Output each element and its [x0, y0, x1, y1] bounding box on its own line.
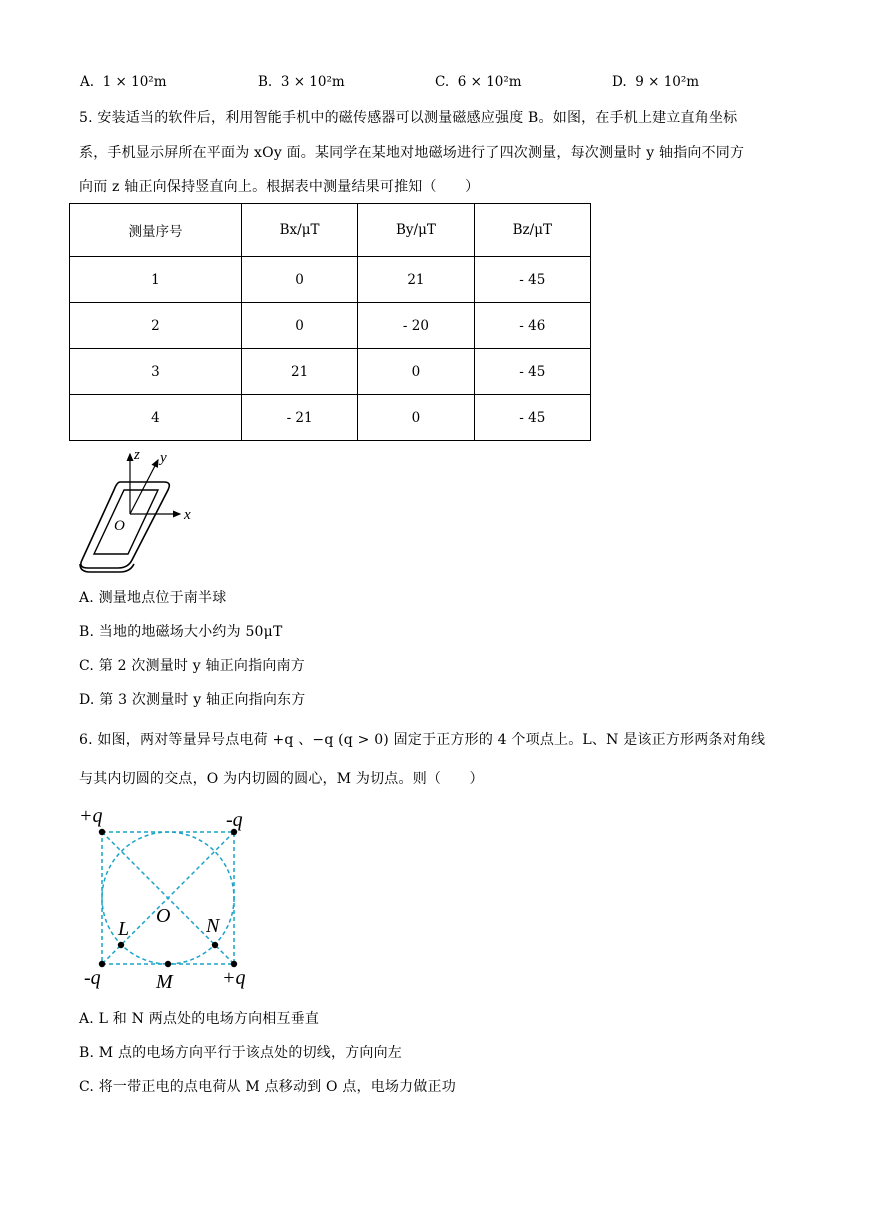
- table-row: [70, 395, 591, 441]
- prev-option-b-text: 3 × 10²m: [280, 74, 345, 90]
- table-header-row: [70, 204, 591, 257]
- table-cell: - 45: [474, 349, 590, 395]
- y-axis-label: y: [160, 450, 167, 466]
- table-cell: 21: [241, 349, 357, 395]
- q6-stem-line2: 与其内切圆的交点，O 为内切圆的圆心，M 为切点。则（ ）: [79, 771, 484, 787]
- table-cell: - 20: [358, 303, 474, 349]
- z-axis-label: z: [134, 447, 140, 463]
- table-header-cell: By/μT: [358, 204, 474, 257]
- table-cell: 0: [241, 303, 357, 349]
- table-cell: 21: [358, 257, 474, 303]
- table-header-cell: 测量序号: [70, 204, 242, 257]
- center-o-label: O: [156, 905, 171, 927]
- charge-bottom-left-label: -q: [84, 967, 101, 989]
- q5-option-c: C. 第 2 次测量时 y 轴正向指向南方: [79, 658, 305, 674]
- prev-option-b: B. 3 × 10²m: [258, 74, 345, 90]
- table-cell: 0: [358, 395, 474, 441]
- prev-option-a-text: 1 × 10²m: [102, 74, 167, 90]
- table-cell: 1: [70, 257, 242, 303]
- q5-stem-line3: 向而 z 轴正向保持竖直向上。根据表中测量结果可推知（ ）: [79, 179, 480, 195]
- point-m-label: M: [156, 971, 173, 993]
- prev-option-c: C. 6 × 10²m: [435, 74, 522, 90]
- q6-stem-line1: 6. 如图，两对等量异号点电荷 +q 、−q (q > 0) 固定于正方形的 4 个项点上。L、N 是该正方形两条对角线: [79, 732, 766, 748]
- prev-option-d: D. 9 × 10²m: [612, 74, 700, 90]
- q6-option-b: B. M 点的电场方向平行于该点处的切线，方向向左: [79, 1045, 402, 1061]
- point-l-dot: [118, 942, 124, 948]
- point-l-label: L: [118, 918, 130, 940]
- table-header-cell: Bz/μT: [474, 204, 590, 257]
- table-cell: 3: [70, 349, 242, 395]
- table-cell: 0: [241, 257, 357, 303]
- phone-screen-outline: [94, 490, 158, 554]
- table-cell: - 45: [474, 395, 590, 441]
- charge-bottom-right-label: +q: [222, 967, 246, 989]
- table-cell: - 21: [241, 395, 357, 441]
- q6-option-c: C. 将一带正电的点电荷从 M 点移动到 O 点，电场力做正功: [79, 1079, 456, 1095]
- table-cell: - 45: [474, 257, 590, 303]
- point-n-dot: [212, 942, 218, 948]
- charge-top-right-label: -q: [226, 809, 243, 831]
- q5-stem-line2: 系，手机显示屏所在平面为 xOy 面。某同学在某地对地磁场进行了四次测量，每次测量时 y 轴指向不同方: [79, 145, 745, 161]
- prev-option-c-text: 6 × 10²m: [457, 74, 522, 90]
- measurement-table: [69, 203, 591, 441]
- table-row: [70, 257, 591, 303]
- prev-option-d-text: 9 × 10²m: [635, 74, 700, 90]
- origin-label: O: [114, 518, 125, 534]
- y-axis: [130, 460, 158, 514]
- q5-option-a: A. 测量地点位于南半球: [79, 590, 227, 606]
- table-row: [70, 349, 591, 395]
- q5-option-d: D. 第 3 次测量时 y 轴正向指向东方: [79, 692, 306, 708]
- point-m-dot: [165, 961, 171, 967]
- table-cell: - 46: [474, 303, 590, 349]
- prev-option-a: A. 1 × 10²m: [80, 74, 167, 90]
- table-header-cell: Bx/μT: [241, 204, 357, 257]
- square-charges-figure: [74, 800, 264, 996]
- table-cell: 4: [70, 395, 242, 441]
- phone-axes-figure: [72, 446, 202, 576]
- q5-option-b: B. 当地的地磁场大小约为 50μT: [79, 624, 283, 640]
- charge-top-left-label: +q: [79, 805, 103, 827]
- point-n-label: N: [206, 915, 220, 937]
- q6-option-a: A. L 和 N 两点处的电场方向相互垂直: [79, 1011, 320, 1027]
- table-cell: 0: [358, 349, 474, 395]
- charge-top-left-dot: [99, 829, 105, 835]
- table-cell: 2: [70, 303, 242, 349]
- table-row: [70, 303, 591, 349]
- x-axis-label: x: [184, 507, 191, 523]
- q5-stem-line1: 5. 安装适当的软件后，利用智能手机中的磁传感器可以测量磁感应强度 B。如图，在手机上建立直角坐标: [79, 110, 738, 126]
